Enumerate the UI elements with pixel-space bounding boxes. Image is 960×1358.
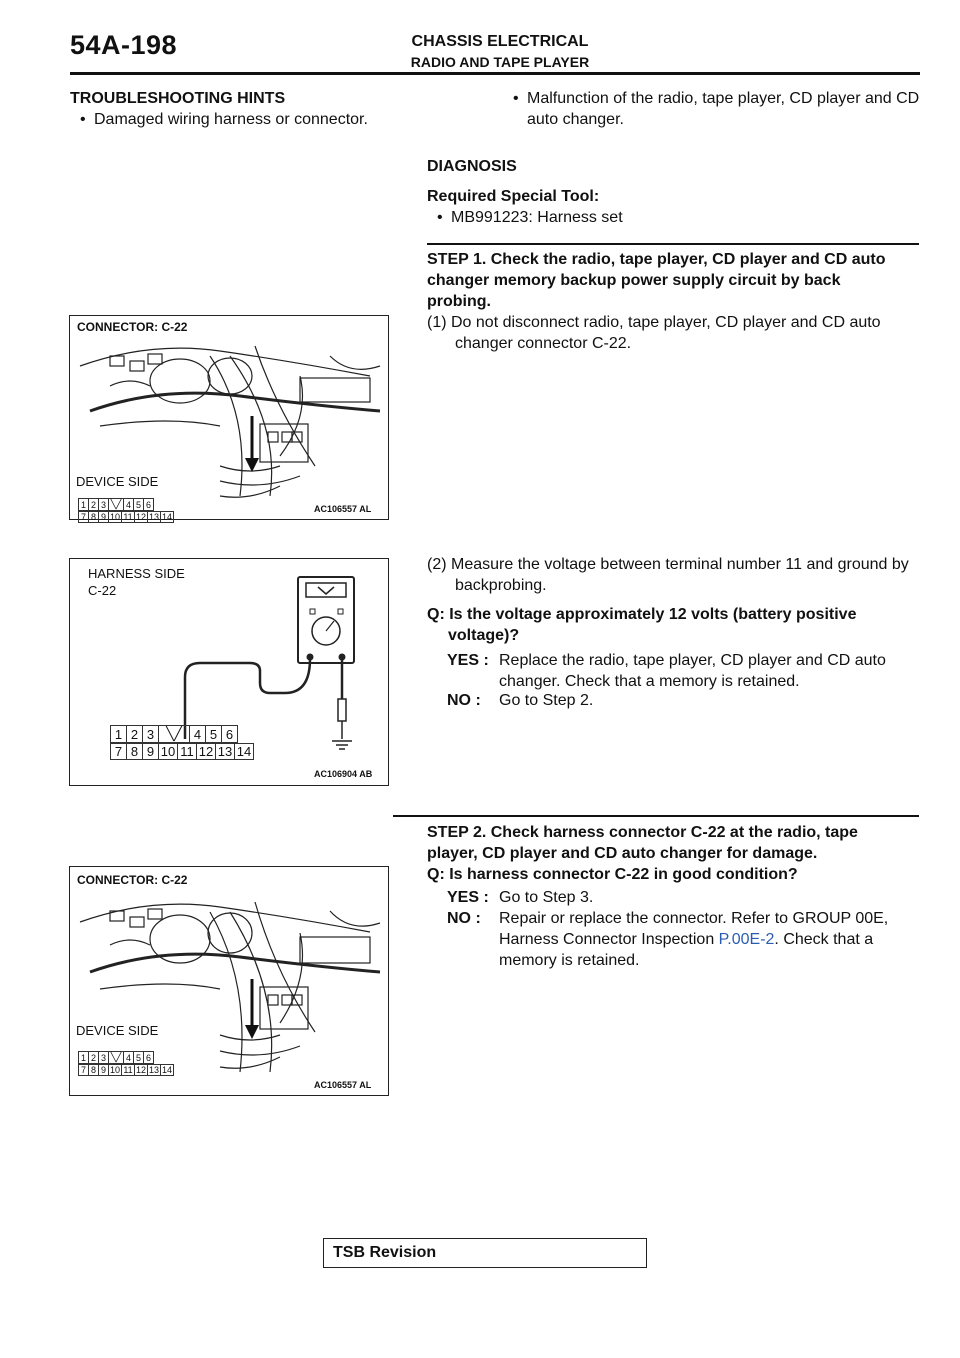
step1-yes — [447, 650, 907, 692]
yes-text: Go to Step 3. — [499, 889, 594, 906]
tool-label: Required Special Tool: — [427, 188, 600, 205]
figure-code: AC106557 AL — [314, 504, 372, 514]
hint-item: • Malfunction of the radio, tape player, CD player and CD auto changer. — [503, 88, 937, 130]
figure-code: AC106557 AL — [314, 1080, 372, 1090]
no-text: Go to Step 2. — [499, 692, 594, 709]
step2-yes — [447, 887, 907, 908]
step2-heading: STEP 2. Check harness connector C-22 at the radio, tape player, CD player and CD auto changer for damage. — [427, 824, 858, 862]
side-label: HARNESS SIDE — [88, 566, 185, 581]
yes-key: YES : — [447, 652, 489, 669]
step1-sub2: (2) Measure the voltage between terminal number 11 and ground by backprobing. — [427, 556, 909, 594]
hint-item: • Damaged wiring harness or connector. — [70, 109, 434, 130]
tsb-revision-label: TSB Revision — [333, 1244, 437, 1261]
connector-id: C-22 — [88, 583, 117, 598]
step1-no — [447, 690, 907, 711]
yes-key: YES : — [447, 889, 489, 906]
step2-question: Q: Is harness connector C-22 in good condition? — [427, 866, 798, 883]
yes-text: Replace the radio, tape player, CD player and CD auto changer. Check that a memory is retained. — [499, 652, 886, 690]
header-rule — [70, 72, 920, 75]
pin-diagram: 1 2 3 ╲╱ 4 5 6 7 8 9 10 11 12 13 14 — [78, 1051, 174, 1076]
no-key: NO : — [447, 910, 481, 927]
step1-sub1: (1) Do not disconnect radio, tape player, CD player and CD auto changer connector C-22. — [427, 314, 881, 352]
tool-item: • MB991223: Harness set — [427, 207, 931, 228]
section-title: CHASSIS ELECTRICAL — [411, 33, 589, 50]
no-text: Repair or replace the connector. Refer to GROUP 00E, Harness Connector Inspection P.00E-2. Check that a memory is retained. — [499, 910, 889, 969]
step2-rule — [393, 815, 919, 817]
step1-rule — [427, 243, 919, 245]
figure-code: AC106904 AB — [314, 769, 373, 779]
side-label: DEVICE SIDE — [76, 1023, 159, 1038]
figure-voltage-measurement — [69, 558, 389, 786]
step1-heading: STEP 1. Check the radio, tape player, CD player and CD auto changer memory backup power supply circuit by back probing. — [427, 251, 886, 310]
troubleshooting-heading: TROUBLESHOOTING HINTS — [70, 90, 286, 107]
pin-diagram-large: 1 2 3 ╲╱ 4 5 6 7 8 9 10 11 12 13 14 — [110, 725, 254, 760]
section-subtitle: RADIO AND TAPE PLAYER — [410, 54, 590, 70]
figure-connector-device-side-2 — [69, 866, 389, 1096]
side-label: DEVICE SIDE — [76, 474, 159, 489]
diagnosis-heading: DIAGNOSIS — [427, 158, 517, 175]
page-number: 54A-198 — [70, 30, 178, 60]
connector-label: CONNECTOR: C-22 — [77, 873, 188, 887]
no-key: NO : — [447, 692, 481, 709]
figure-connector-device-side — [69, 315, 389, 520]
connector-label: CONNECTOR: C-22 — [77, 320, 188, 334]
step2-no — [447, 908, 912, 971]
step1-question: Q: Is the voltage approximately 12 volts (battery positive voltage)? — [427, 606, 857, 644]
group-link[interactable]: P.00E-2 — [718, 931, 775, 948]
pin-diagram: 1 2 3 ╲╱ 4 5 6 7 8 9 10 11 12 13 14 — [78, 498, 174, 523]
